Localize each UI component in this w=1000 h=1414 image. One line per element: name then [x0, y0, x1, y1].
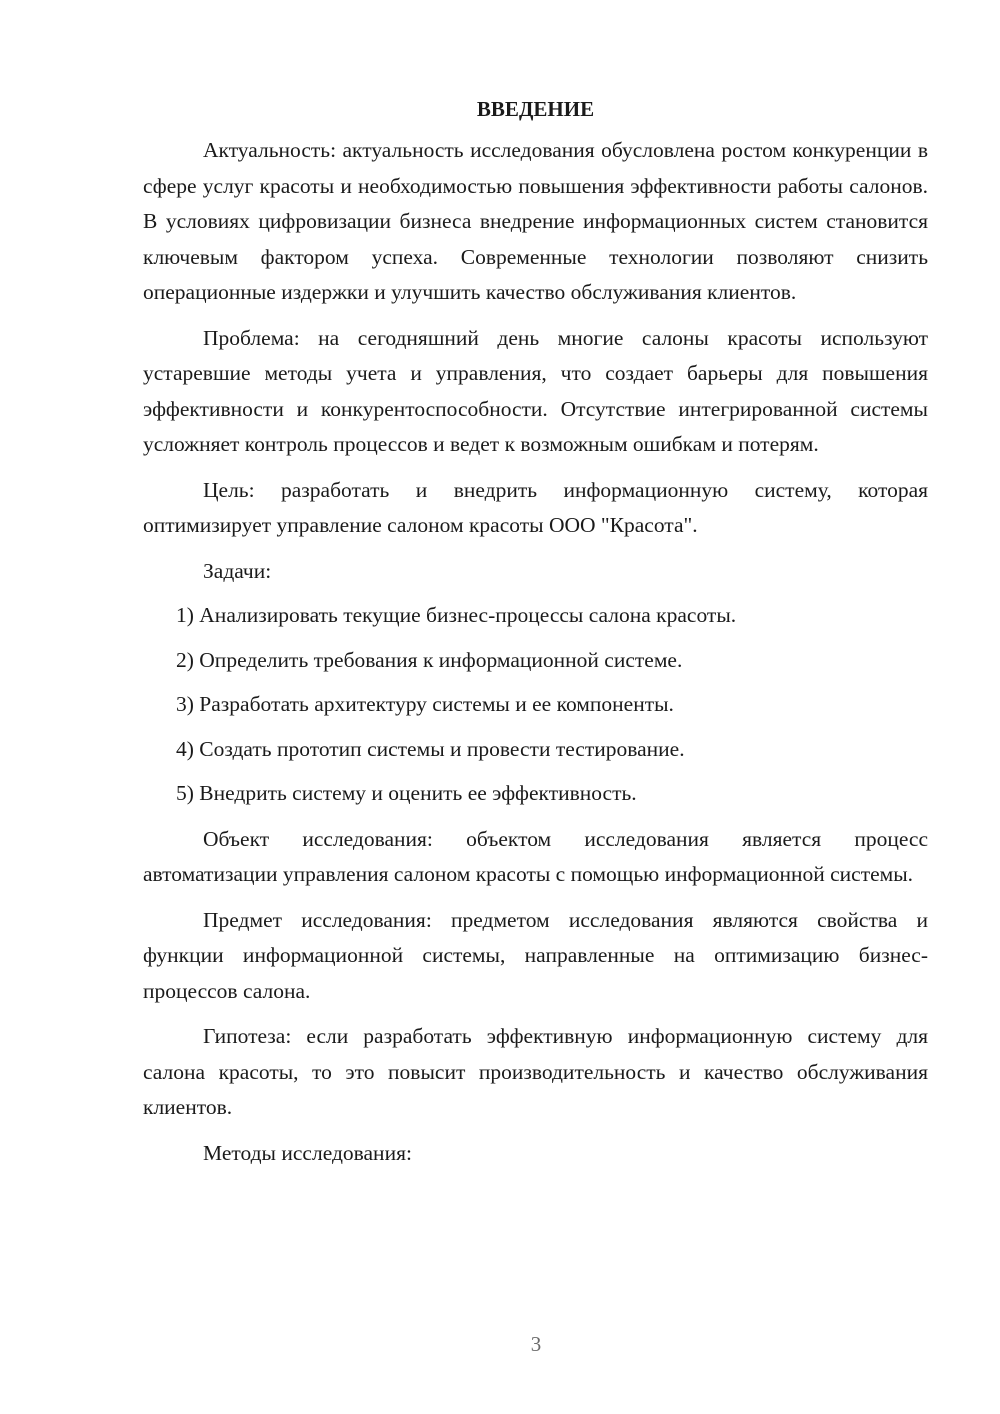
list-item: 2) Определить требования к информационной системе.	[176, 647, 683, 672]
list-item: 4) Создать прототип системы и провести тестирование.	[176, 736, 685, 761]
tasks-heading: Задачи:	[203, 558, 272, 583]
goal-paragraph: Цель: разработать и внедрить информационную систему, которая оптимизирует управление салоном красоты ООО "Красота".	[143, 477, 928, 537]
page-title: ВВЕДЕНИЕ	[476, 97, 595, 121]
list-item: 5) Внедрить систему и оценить ее эффективность.	[176, 781, 637, 805]
object-paragraph: Объект исследования: объектом исследования является процесс автоматизации управления салоном красоты с помощью информационной системы.	[143, 826, 928, 886]
page-content	[143, 92, 928, 1180]
page-number: 3	[530, 1332, 542, 1356]
problem-paragraph: Проблема: на сегодняшний день многие салоны красоты используют устаревшие методы учета и управления, что создает барьеры для повышения эффективности и конкурентоспособности. Отсутствие интегрированной системы усложняет контроль процессов и ведет к возможным ошибкам и потерям.	[143, 325, 928, 456]
list-item: 3) Разработать архитектуру системы и ее компоненты.	[176, 692, 674, 716]
tasks-list	[143, 598, 928, 812]
methods-heading: Методы исследования:	[203, 1140, 412, 1165]
hypothesis-paragraph: Гипотеза: если разработать эффективную информационную систему для салона красоты, то это повысит производительность и качество обслуживания клиентов.	[143, 1024, 928, 1119]
subject-paragraph: Предмет исследования: предметом исследования являются свойства и функции информационной системы, направленные на оптимизацию бизнес-процессов салона.	[143, 907, 928, 1003]
list-item: 1) Анализировать текущие бизнес-процессы салона красоты.	[176, 603, 737, 627]
relevance-paragraph: Актуальность: актуальность исследования обусловлена ростом конкуренции в сфере услуг красоты и необходимостью повышения эффективности работы салонов. В условиях цифровизации бизнеса внедрение информационных систем становится ключевым фактором успеха. Современные технологии позволяют снизить операционные издержки и улучшить качество обслуживания клиентов.	[143, 138, 928, 304]
